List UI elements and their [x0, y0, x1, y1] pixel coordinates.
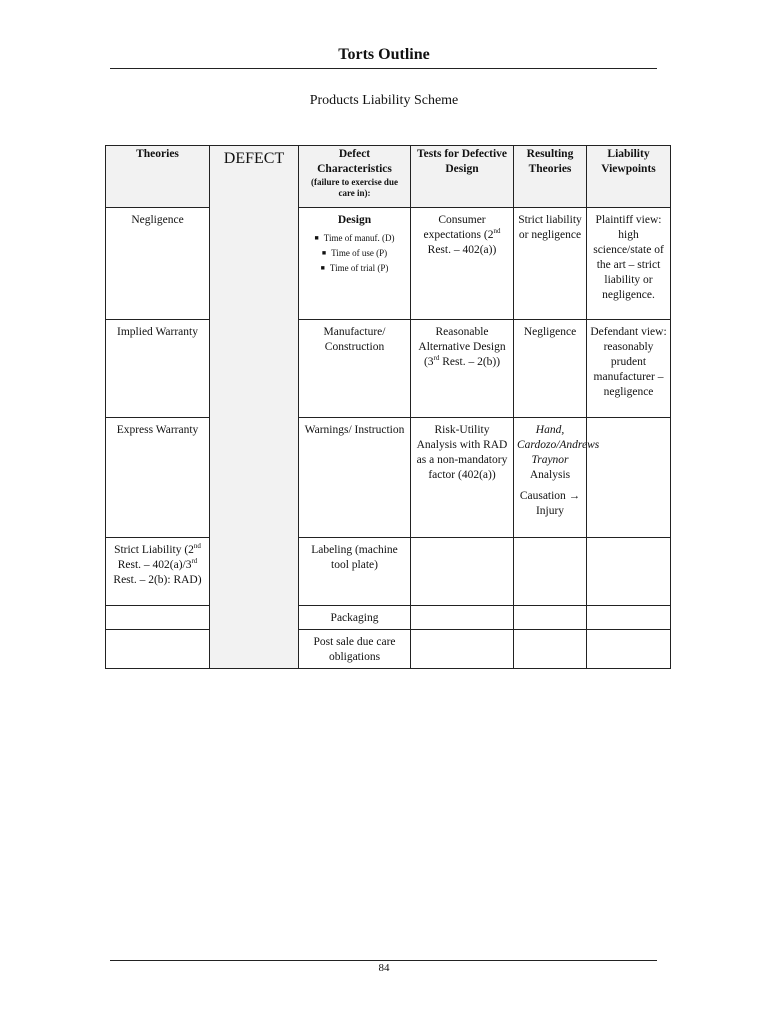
- page-number: 84: [378, 962, 390, 974]
- result-analysis: [514, 418, 600, 538]
- plaintiff-view: Plaintiff view: high science/state of the art – strict liability or negligence.: [587, 208, 671, 320]
- result-strict-or-negligence: Strict liability or negligence: [514, 208, 587, 320]
- empty-cell: [411, 606, 514, 630]
- header-tests: Tests for Defective Design: [411, 146, 514, 208]
- theory-implied-warranty: Implied Warranty: [106, 320, 210, 418]
- table-row: [106, 418, 671, 538]
- liability-empty: [587, 418, 671, 538]
- document-subtitle: Products Liability Scheme: [309, 93, 459, 108]
- analysis-label: Analysis: [529, 469, 571, 481]
- design-heading: Design: [337, 214, 372, 226]
- header-theories: Theories: [106, 146, 210, 208]
- result-negligence: Negligence: [514, 320, 587, 418]
- test-consumer-expectations: Consumer expectations (2nd Rest. – 402(a)): [411, 208, 514, 320]
- defendant-view: Defendant view: reasonably prudent manufacturer – negligence: [587, 320, 671, 418]
- defect-label: DEFECT: [223, 150, 285, 167]
- design-list: [302, 231, 407, 276]
- header-defect-characteristics: Defect Characteristics (failure to exercise due care in):: [299, 146, 411, 208]
- empty-cell: [106, 606, 210, 630]
- empty-cell: [587, 630, 671, 669]
- empty-cell: [514, 606, 587, 630]
- header-liability-viewpoints: Liability Viewpoints: [587, 146, 671, 208]
- page-title: Torts Outline: [338, 46, 430, 63]
- table-row: [106, 208, 671, 320]
- table-row: [106, 320, 671, 418]
- empty-cell: [411, 538, 514, 606]
- design-cell: [299, 208, 411, 320]
- table-row: [106, 630, 671, 669]
- causation-injury: Causation → Injury: [519, 490, 581, 517]
- defect-warnings: Warnings/ Instruction: [299, 418, 411, 538]
- table-row: [106, 606, 671, 630]
- empty-cell: [106, 630, 210, 669]
- defect-post-sale: Post sale due care obligations: [299, 630, 411, 669]
- footer-rule: [110, 960, 657, 961]
- header-rule: [110, 68, 657, 69]
- test-risk-utility: Risk-Utility Analysis with RAD as a non-mandatory factor (402(a)): [411, 418, 514, 538]
- analysis-names: Hand, Cardozo/Andrews Traynor: [517, 424, 600, 466]
- list-item: ■ Time of trial (P): [302, 261, 407, 276]
- empty-cell: [411, 630, 514, 669]
- list-item: ■ Time of use (P): [302, 246, 407, 261]
- test-rad: Reasonable Alternative Design (3rd Rest. – 2(b)): [411, 320, 514, 418]
- defect-packaging: Packaging: [299, 606, 411, 630]
- header-defect-characteristics-sub: (failure to exercise due care in):: [311, 177, 398, 198]
- defect-label-cell: [210, 146, 299, 669]
- table-row: [106, 538, 671, 606]
- empty-cell: [587, 538, 671, 606]
- header-resulting-theories: Resulting Theories: [514, 146, 587, 208]
- defect-labeling: Labeling (machine tool plate): [299, 538, 411, 606]
- empty-cell: [514, 630, 587, 669]
- theory-strict-liability: Strict Liability (2nd Rest. – 402(a)/3rd Rest. – 2(b): RAD): [106, 538, 210, 606]
- empty-cell: [587, 606, 671, 630]
- theory-express-warranty: Express Warranty: [106, 418, 210, 538]
- empty-cell: [514, 538, 587, 606]
- table-header-row: [106, 146, 671, 208]
- defect-manufacture: Manufacture/ Construction: [299, 320, 411, 418]
- products-liability-table: [105, 145, 671, 669]
- theory-negligence: Negligence: [106, 208, 210, 320]
- list-item: ■ Time of manuf. (D): [302, 231, 407, 246]
